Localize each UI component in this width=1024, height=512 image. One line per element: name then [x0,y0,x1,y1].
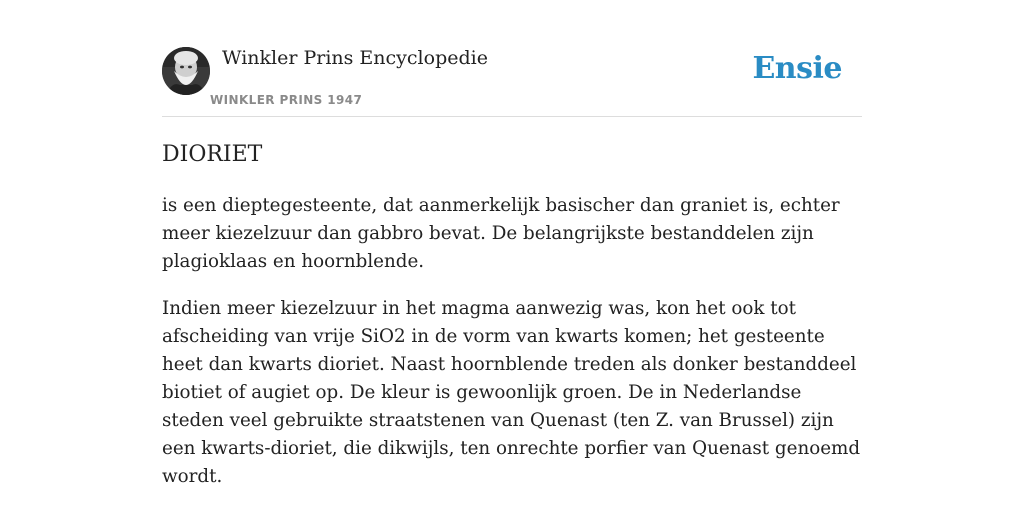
article-paragraph: is een dieptegesteente, dat aanmerkelijk basischer dan graniet is, echter meer kiezelzuur dan gabbro bevat. De belangrijkste bestanddelen zijn plagioklaas en hoornblende. [162,195,840,272]
author-avatar[interactable] [162,47,210,95]
article-title: DIORIET [162,142,263,167]
header [162,46,862,117]
source-title[interactable]: Winkler Prins Encyclopedie [222,47,488,69]
bearded-man-portrait-icon [162,47,210,95]
article-paragraph: Indien meer kiezelzuur in het magma aanwezig was, kon het ook tot afscheiding van vrije SiO2 in de vorm van kwarts komen; het gesteente heet dan kwarts dioriet. Naast hoornblende treden als donker bestanddeel biotiet of augiet op. De kleur is gewoonlijk groen. De in Nederlandse steden veel gebruikte straatstenen van Quenast (ten Z. van Brussel) zijn een kwarts-dioriet, die dikwijls, ten onrechte porfier van Quenast genoemd wordt. [162,298,861,487]
source-subtitle: WINKLER PRINS 1947 [210,93,363,107]
brand-logo[interactable]: Ensie [752,51,842,86]
article-body [162,192,867,510]
